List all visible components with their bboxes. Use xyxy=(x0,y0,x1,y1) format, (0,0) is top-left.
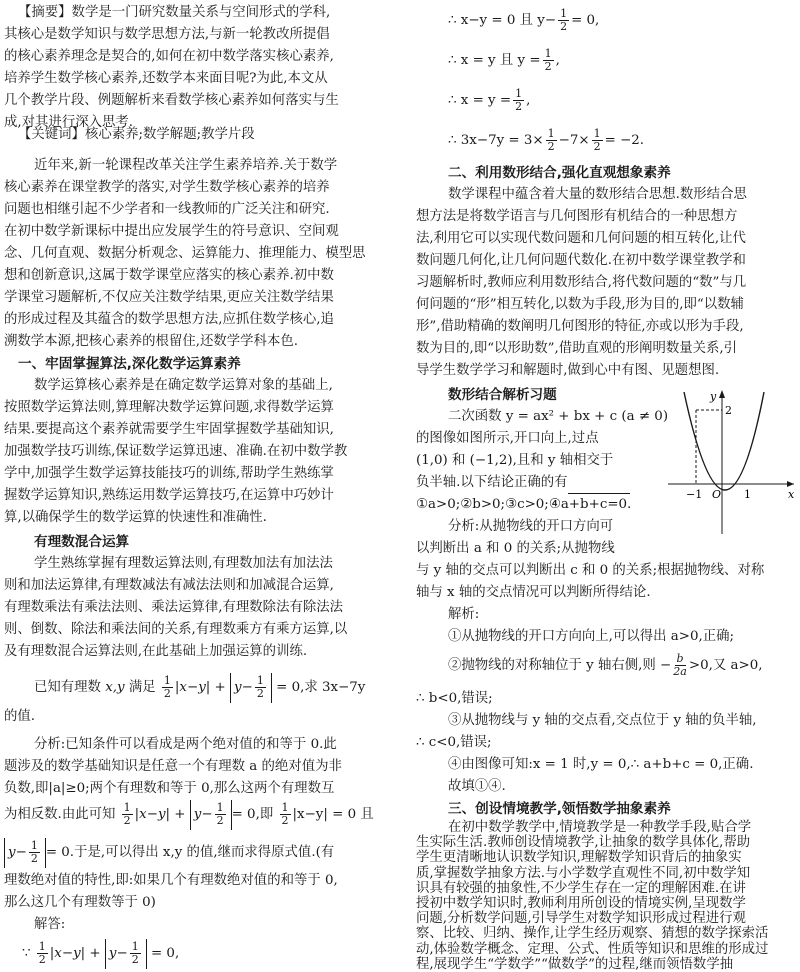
question2-line: (1,0) 和 (−1,2),且和 y 轴相交于 xyxy=(416,453,614,468)
solution-line: ④由图像可知:x = 1 时,y = 0,∴ a+b+c = 0,正确. xyxy=(448,757,754,772)
fraction-half: $\frac{1}{2}$ xyxy=(163,674,171,700)
y-axis-arrow xyxy=(719,390,725,398)
eq-line: ∴ x = y 且 y = $\frac{1}{2}$ , xyxy=(448,47,560,73)
intro-line: 的形成过程及其蕴含的数学思想方法,应抓住数学核心,追 xyxy=(4,312,334,327)
para-line: 动,体验数学概念、定理、公式、性质等知识和思维的形成过 xyxy=(416,941,769,957)
question-text: 已知有理数 xyxy=(34,680,101,695)
intro-line: 念、几何直观、数据分析观念、运算能力、推理能力、模型思 xyxy=(4,246,366,261)
para-line: 导学生数学学习和解题时,做到心中有图、见题想图. xyxy=(416,363,720,378)
solution-line: 故填①④. xyxy=(448,779,506,794)
para-line: 质,掌握数学抽象方法.与小学数学直观性不同,初中数学知 xyxy=(416,865,751,881)
tick-label: −1 xyxy=(686,488,703,501)
origin-label: O xyxy=(712,488,722,501)
y-axis-label: y xyxy=(710,390,717,403)
para-line: 握数学运算知识,熟练运用数学运算技巧,在运算中巧妙计 xyxy=(4,488,334,503)
para-line: 学中,加强学生数学运算技能技巧的训练,帮助学生熟练掌 xyxy=(4,466,334,481)
x-axis-label: x xyxy=(788,488,795,501)
para-line: 问题,分析数学问题,引导学生对数学知识形成过程进行观 xyxy=(416,911,746,927)
subheading-rational: 有理数混合运算 xyxy=(34,534,130,550)
intro-line: 想和创新意识,这属于数学课堂应落实的核心素养.初中数 xyxy=(4,268,334,283)
para-line: 程,展现学生“学数学”“做数学”的过程,继而领悟数学抽 xyxy=(416,956,734,972)
para-line: 则、倒数、除法和乘法间的关系,有理数乘方有乘方运算,以 xyxy=(4,622,348,637)
abstract-line: 几个教学片段、例题解析来看数学核心素养如何落实与生 xyxy=(4,93,339,108)
question-text: 满足 xyxy=(128,680,156,695)
analysis-line: 与 y 轴的交点可以判断出 c 和 0 的关系;根据抛物线、对称 xyxy=(416,563,765,578)
para-line: 有理数乘法有乘法法则、乘法运算律,有理数除法有除法法 xyxy=(4,600,344,615)
intro-line: 问题也相继引起不少学者和一线教师的广泛关注和研究. xyxy=(4,202,330,217)
para-line: 加强数学技巧训练,保证数学运算迅速、准确.在初中数学教 xyxy=(4,444,348,459)
analysis-text: |x−y| = 0 且 xyxy=(292,807,374,822)
intro-line: 核心素养在课堂教学的落实,对学生数学核心素养的培养 xyxy=(4,180,330,195)
para-line: 形”,借助精确的数阐明几何图形的特征,亦或以形为手段, xyxy=(416,319,744,334)
keywords: 【关键词】核心素养;数学解题;教学片段 xyxy=(18,127,255,142)
analysis-line: 分析:从抛物线的开口方向可 xyxy=(448,519,614,534)
solution-line: ①从抛物线的开口方向向上,可以得出 a>0,正确; xyxy=(448,629,735,644)
question2-line: 二次函数 y = ax² + bx + c (a ≠ 0) xyxy=(448,409,669,424)
solve-step: ∵ $\frac{1}{2}$ |x−y| + y− $\frac{1}{2}$ = 0, xyxy=(22,936,179,972)
solution-line: ∴ b<0,错误; xyxy=(416,691,493,706)
para-line: 数学运算核心素养是在确定数学运算对象的基础上, xyxy=(34,378,333,393)
solution-line: 解析: xyxy=(448,607,480,622)
intro-line: 在初中数学新课标中提出应发展学生的符号意识、空间观 xyxy=(4,224,339,239)
x-axis-arrow xyxy=(787,481,794,487)
para-line: 数为目的,即“以形助数”,借助直观的形阐明数量关系,引 xyxy=(416,341,738,356)
answer-blank xyxy=(568,479,630,494)
analysis-line: y− $\frac{1}{2}$ = 0.于是,可以得出 x,y 的值,继而求得原式值.(有 xyxy=(4,834,334,872)
para-line: 习题解析时,教师应利用数形结合,将代数问题的“数”与几 xyxy=(416,275,747,290)
para-line: 授初中数学知识时,教师利用所创设的情境实例,呈现数学 xyxy=(416,896,746,911)
para-line: 何问题的“形”相互转化,以数为手段,形为目的,即“以数辅 xyxy=(416,297,744,312)
para-line: 生实际生活.教师创设情境教学,让抽象的数学具体化,帮助 xyxy=(416,835,751,851)
intro-line: 溯数学本源,把核心素养的根留住,还数学学科本色. xyxy=(4,334,298,349)
intro-line: 学课堂习题解析,不仅应关注数学结果,更应关注数学结果 xyxy=(4,290,334,305)
abstract-line: 的核心素养理念是契合的,如何在初中数学落实核心素养, xyxy=(4,49,334,64)
question2-options: ①a>0;②b>0;③c>0;④a+b+c=0. xyxy=(416,497,632,512)
para-line: 识具有较强的抽象性,不少学生存在一定的理解困难.在讲 xyxy=(416,880,746,896)
para-line: 算,以确保学生的数学运算的快速性和准确性. xyxy=(4,510,267,525)
analysis-text: 为相反数.由此可知 xyxy=(4,807,116,822)
section-heading-1: 一、牢固掌握算法,深化数学运算素养 xyxy=(18,356,241,372)
solve-label: 解答: xyxy=(34,917,66,932)
analysis-line: 分析:已知条件可以看成是两个绝对值的和等于 0.此 xyxy=(34,737,337,752)
abstract-line: 其核心是数学知识与数学思想方法,与新一轮教改所提倡 xyxy=(4,27,330,42)
eq-line: ∴ x = y = $\frac{1}{2}$ , xyxy=(448,87,531,113)
para-line: 察、比较、归纳、操作,让学生经历观察、猜想的数学探索活 xyxy=(416,926,769,942)
tick-label: 2 xyxy=(725,404,732,417)
para-line: 及有理数混合运算法则,在此基础上加强运算的训练. xyxy=(4,644,308,659)
analysis-line: 以判断出 a 和 0 的关系;从抛物线 xyxy=(416,541,615,556)
parabola-graph xyxy=(666,388,798,538)
question-text: = 0,求 3x−7y xyxy=(276,680,366,695)
tick-label: 1 xyxy=(744,488,751,501)
analysis-line: 为相反数.由此可知 $\frac{1}{2}$ |x−y| + y− $\frac{1}{2}$ = 0,即 $\frac{1}{2}$ |x−y| = 0 且 xyxy=(4,796,374,834)
analysis-text: = 0,即 xyxy=(231,807,274,822)
para-line: 数问题几何化,让几何问题代数化.在初中数学课堂教学和 xyxy=(416,253,746,268)
abstract-line: 成,对其进行深入思考. xyxy=(4,115,134,130)
para-line: 学生熟练掌握有理数运算法则,有理数加法有加法法 xyxy=(34,556,333,571)
question2-line: 的图像如图所示,开口向上,过点 xyxy=(416,431,599,446)
para-line: 数学课程中蕴含着大量的数形结合思想.数形结合思 xyxy=(448,187,747,202)
para-line: 在初中数学教学中,情境教学是一种教学手段,贴合学 xyxy=(448,820,752,835)
para-line: 则和加法运算律,有理数减法有减法法则和加减混合运算, xyxy=(4,578,334,593)
subheading-graph: 数形结合解析习题 xyxy=(448,387,557,403)
para-line: 按照数学运算法则,算理解决数学运算问题,求得数学运算 xyxy=(4,400,334,415)
para-line: 学生更清晰地认识数学知识,理解数学知识背后的抽象实 xyxy=(416,850,742,866)
intro-line: 近年来,新一轮课程改革关注学生素养培养.关于数学 xyxy=(34,158,338,173)
analysis-line: 那么这几个有理数等于 0) xyxy=(4,895,156,910)
para-line: 结果.要提高这个素养就需要学生牢固掌握数学基础知识, xyxy=(4,422,334,437)
para-line: 法,利用它可以实现代数问题和几何问题的相互转化,让代 xyxy=(416,231,746,246)
para-line: 想方法是将数学语言与几何图形有机结合的一种思想方 xyxy=(416,209,738,224)
analysis-line: 题涉及的数学基础知识是任意一个有理数 a 的绝对值为非 xyxy=(4,759,342,774)
solution-line: ∴ c<0,错误; xyxy=(416,735,492,750)
abstract-line: 培养学生数学核心素养,还数学本来面目呢?为此,本文从 xyxy=(4,71,328,86)
question-line: 已知有理数 x,y 满足 $\frac{1}{2}$ |x−y| + y− $\frac{1}{2}$ = 0,求 3x−7y xyxy=(34,668,365,708)
question-end: 的值. xyxy=(4,709,36,724)
analysis-line: 理数绝对值的特性,即:如果几个有理数绝对值的和等于 0, xyxy=(4,873,338,888)
analysis-line: 负数,即|a|≥0;两个有理数和等于 0,那么这两个有理数互 xyxy=(4,781,335,796)
analysis-text: = 0.于是,可以得出 x,y 的值,继而求得原式值.(有 xyxy=(45,845,335,860)
abstract-line: 【摘要】数学是一门研究数量关系与空间形式的学科, xyxy=(18,5,331,20)
solution-line: ③从抛物线与 y 轴的交点看,交点位于 y 轴的负半轴, xyxy=(448,713,757,728)
question2-line: 负半轴.以下结论正确的有 xyxy=(416,472,630,494)
abs-value: y− $\frac{1}{2}$ xyxy=(230,673,272,703)
analysis-line: 轴与 x 轴的交点情况可以判断所得结论. xyxy=(416,585,651,600)
section-heading-3: 三、创设情境教学,领悟数学抽象素养 xyxy=(448,801,671,817)
eq-line: ∴ 3x−7y = 3× $\frac{1}{2}$ −7× $\frac{1}{2}$ = −2. xyxy=(448,127,645,153)
solution-line: ②抛物线的对称轴位于 y 轴右侧,则 − $\frac{b}{2a}$ >0,又 a>0, xyxy=(448,652,763,678)
section-heading-2: 二、利用数形结合,强化直观想象素养 xyxy=(448,165,671,181)
eq-line: ∴ x−y = 0 且 y− $\frac{1}{2}$ = 0, xyxy=(448,7,600,33)
